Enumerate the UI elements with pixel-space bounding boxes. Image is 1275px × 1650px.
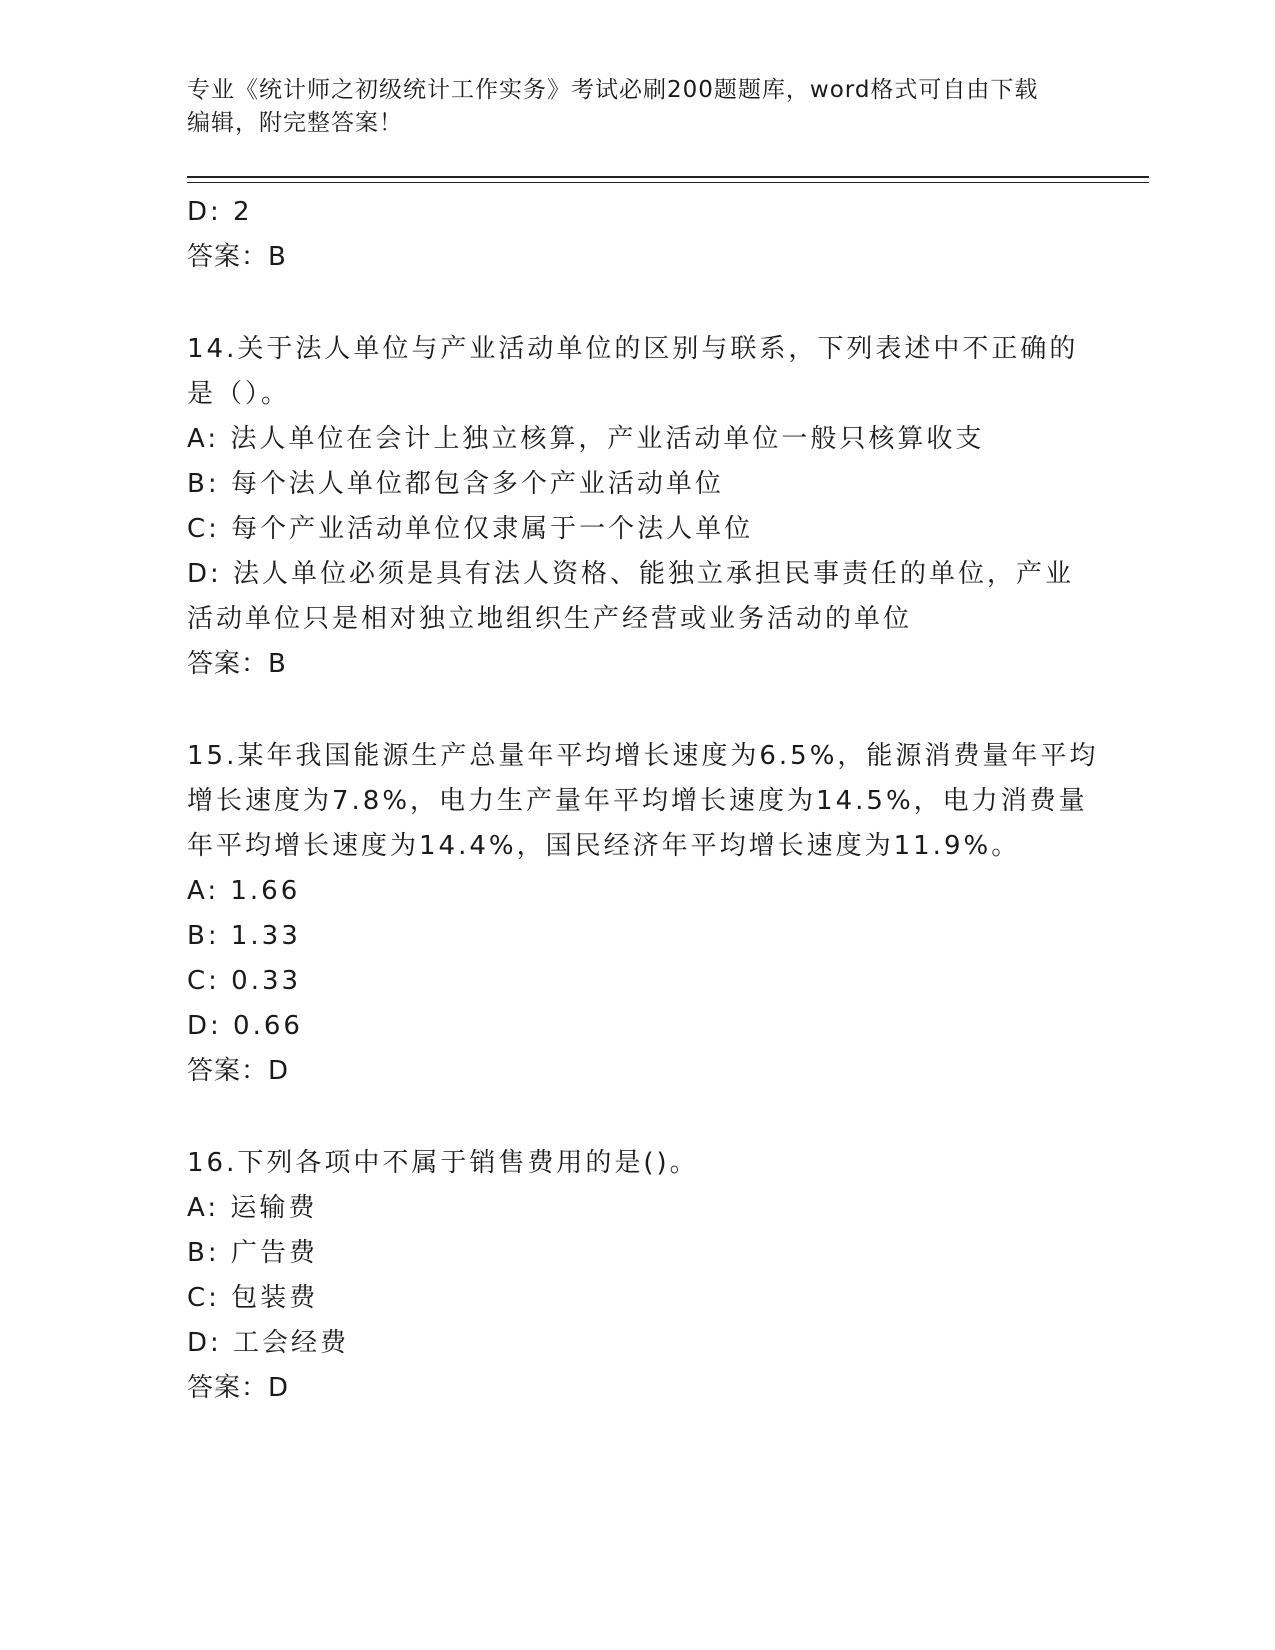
spacer xyxy=(187,687,1127,734)
answer-line: 答案：B xyxy=(187,649,287,679)
option-line: A: 法人单位在会计上独立核算，产业活动单位一般只核算收支 xyxy=(187,424,985,454)
question-14 xyxy=(187,327,1127,687)
option-line: 活动单位只是相对独立地组织生产经营或业务活动的单位 xyxy=(187,604,913,634)
option-line: A: 运输费 xyxy=(187,1193,318,1223)
header-divider-thin xyxy=(187,182,1149,183)
option-line: C: 每个产业活动单位仅隶属于一个法人单位 xyxy=(187,514,754,544)
document-header xyxy=(187,74,1087,140)
header-divider-thick xyxy=(187,176,1149,178)
option-line: C: 0.33 xyxy=(187,966,302,996)
option-line: B: 广告费 xyxy=(187,1238,318,1268)
answer-line: 答案：D xyxy=(187,1373,290,1403)
option-line: D: 0.66 xyxy=(187,1011,303,1041)
question-stem-line: 增长速度为7.8%，电力生产量年平均增长速度为14.5%，电力消费量 xyxy=(187,786,1088,816)
question-stem-line: 15.某年我国能源生产总量年平均增长速度为6.5%，能源消费量年平均 xyxy=(187,741,1099,771)
question-16 xyxy=(187,1141,1127,1411)
question-15 xyxy=(187,734,1127,1094)
option-line: D: 2 xyxy=(187,197,253,227)
option-line: B: 1.33 xyxy=(187,921,301,951)
question-stem-line: 年平均增长速度为14.4%，国民经济年平均增长速度为11.9%。 xyxy=(187,831,1021,861)
previous-question-tail xyxy=(187,190,1127,280)
answer-line: 答案：B xyxy=(187,242,287,272)
question-stem-line: 是（）。 xyxy=(187,379,291,409)
spacer xyxy=(187,280,1127,327)
option-line: D: 法人单位必须是具有法人资格、能独立承担民事责任的单位，产业 xyxy=(187,559,1075,589)
spacer xyxy=(187,1094,1127,1141)
option-line: B: 每个法人单位都包含多个产业活动单位 xyxy=(187,469,724,499)
question-stem-line: 16.下列各项中不属于销售费用的是()。 xyxy=(187,1148,699,1178)
option-line: C: 包装费 xyxy=(187,1283,319,1313)
answer-line: 答案：D xyxy=(187,1056,290,1086)
option-line: D: 工会经费 xyxy=(187,1328,350,1358)
header-title-line-1: 专业《统计师之初级统计工作实务》考试必刷200题题库，word格式可自由下载 xyxy=(187,77,1039,103)
question-stem-line: 14.关于法人单位与产业活动单位的区别与联系，下列表述中不正确的 xyxy=(187,334,1079,364)
document-body xyxy=(187,190,1127,1411)
header-title-line-2: 编辑，附完整答案！ xyxy=(187,110,403,136)
option-line: A: 1.66 xyxy=(187,876,301,906)
